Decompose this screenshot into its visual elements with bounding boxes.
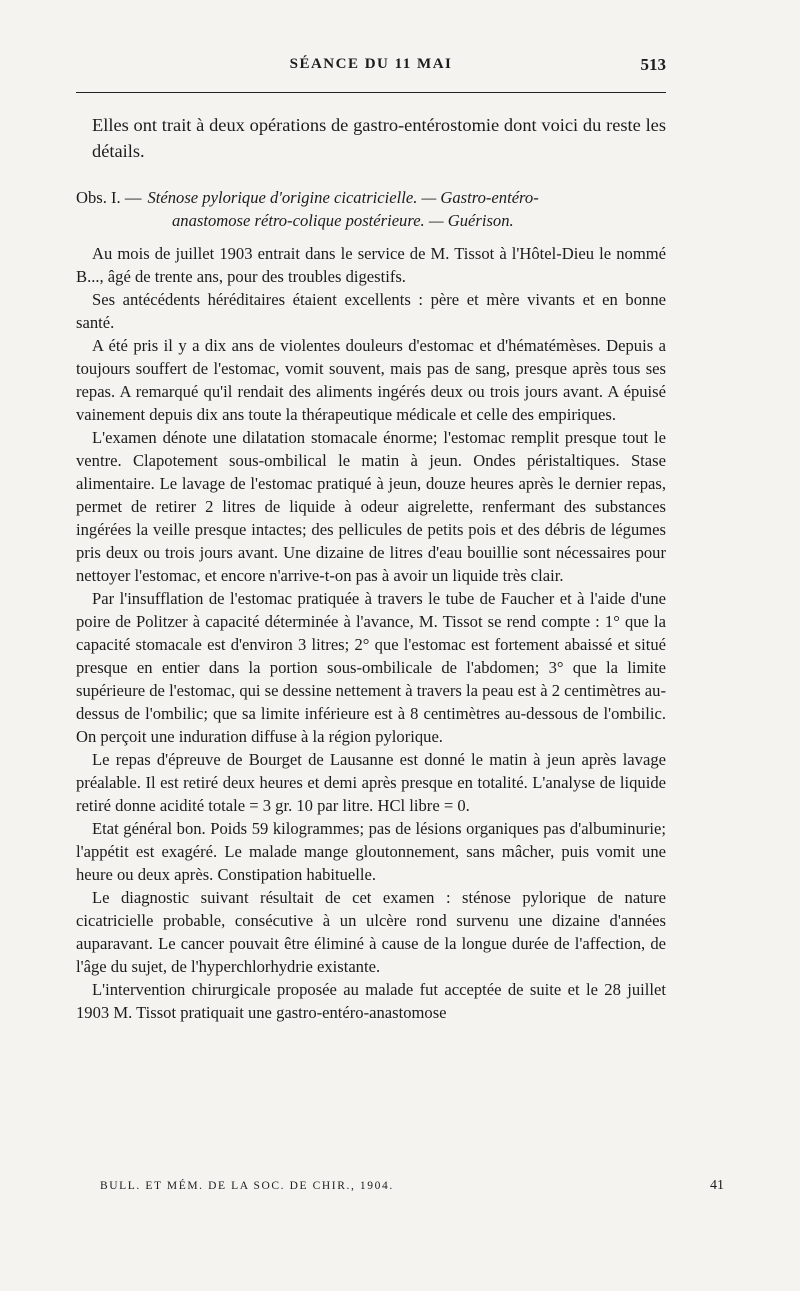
footer-citation: BULL. ET MÉM. DE LA SOC. DE CHIR., 1904. <box>100 1180 394 1192</box>
observation-title-line2: anastomose rétro-colique postérieure. — Guérison. <box>172 211 514 230</box>
paragraph: A été pris il y a dix ans de violentes douleurs d'estomac et d'hématémèses. Depuis a toujours souffert de l'estomac, vomit souvent, mais pas de sang, presque après tous ses repas. A remarqué qu'il rendait des aliments ingérés deux ou trois jours avant. A épuisé vainement depuis dix ans toute la thérapeutique médicale et celle des empiriques. <box>76 336 666 424</box>
paragraph: Par l'insufflation de l'estomac pratiquée à travers le tube de Faucher et à l'aide d'une poire de Politzer à capacité déterminée à l'avance, M. Tissot se rend compte : 1° que la capacité stomacale est d'environ 3 litres; 2° que l'estomac est fortement abaissé et situé presque en entier dans la portion sous-ombilicale de l'abdomen; 3° que la limite supérieure de l'estomac, qui se dessine nettement à travers la peau est à 2 centimètres au-dessus de l'ombilic; que sa limite inférieure est à 8 centimètres au-dessous de l'ombilic. On perçoit une induration diffuse à la région pylorique. <box>76 589 666 746</box>
paragraph: L'intervention chirurgicale proposée au malade fut acceptée de suite et le 28 juillet 1903 M. Tissot pratiquait une gastro-entéro-anastomose <box>76 980 666 1022</box>
paragraph: Etat général bon. Poids 59 kilogrammes; pas de lésions organiques pas d'albuminurie; l'appétit est exagéré. Le malade mange gloutonnement, sans mâcher, puis vomit une heure ou deux après. Constipation habituelle. <box>76 819 666 884</box>
paragraph: Ses antécédents héréditaires étaient excellents : père et mère vivants et en bonne santé. <box>76 290 666 332</box>
observation-heading <box>76 186 666 232</box>
paragraph: Le diagnostic suivant résultait de cet examen : sténose pylorique de nature cicatricielle probable, consécutive à un ulcère rond survenu une dizaine d'années auparavant. Le cancer pouvait être éliminé à cause de la longue durée de l'affection, de l'âge du sujet, de l'hyperchlorhydrie existante. <box>76 888 666 976</box>
signature-mark: 41 <box>710 1178 724 1193</box>
observation-title-line1: Sténose pylorique d'origine cicatricielle. — Gastro-entéro- <box>147 188 539 207</box>
paragraph: L'examen dénote une dilatation stomacale énorme; l'estomac remplit presque tout le ventre. Clapotement sous-ombilical le matin à jeun. Ondes péristaltiques. Stase alimentaire. Le lavage de l'estomac pratiqué à jeun, douze heures après le dernier repas, permet de retirer 2 litres de liquide à odeur aigrelette, renfermant des substances ingérées la veille presque intactes; des pellicules de petits pois et des débris de légumes pris deux ou trois jours avant. Une dizaine de litres d'eau bouillie sont nécessaires pour nettoyer l'estomac, et encore n'arrive-t-on pas à avoir un liquide très clair. <box>76 428 666 585</box>
paragraph: Le repas d'épreuve de Bourget de Lausanne est donné le matin à jeun après lavage préalable. Il est retiré deux heures et demi après presque en totalité. L'analyse de liquide retiré donne acidité totale = 3 gr. 10 par litre. HCl libre = 0. <box>76 750 666 815</box>
page-number: 513 <box>640 55 666 74</box>
header-rule <box>76 92 666 93</box>
observation-label: Obs. I. — <box>76 188 142 207</box>
running-head-title: SÉANCE DU 11 MAI <box>289 56 453 72</box>
paragraph: Au mois de juillet 1903 entrait dans le service de M. Tissot à l'Hôtel-Dieu le nommé B..., âgé de trente ans, pour des troubles digestifs. <box>76 244 666 286</box>
intro-paragraph: Elles ont trait à deux opérations de gastro-entérostomie dont voici du reste les détails. <box>92 115 666 161</box>
body-text <box>76 112 666 1024</box>
running-head <box>76 56 666 78</box>
